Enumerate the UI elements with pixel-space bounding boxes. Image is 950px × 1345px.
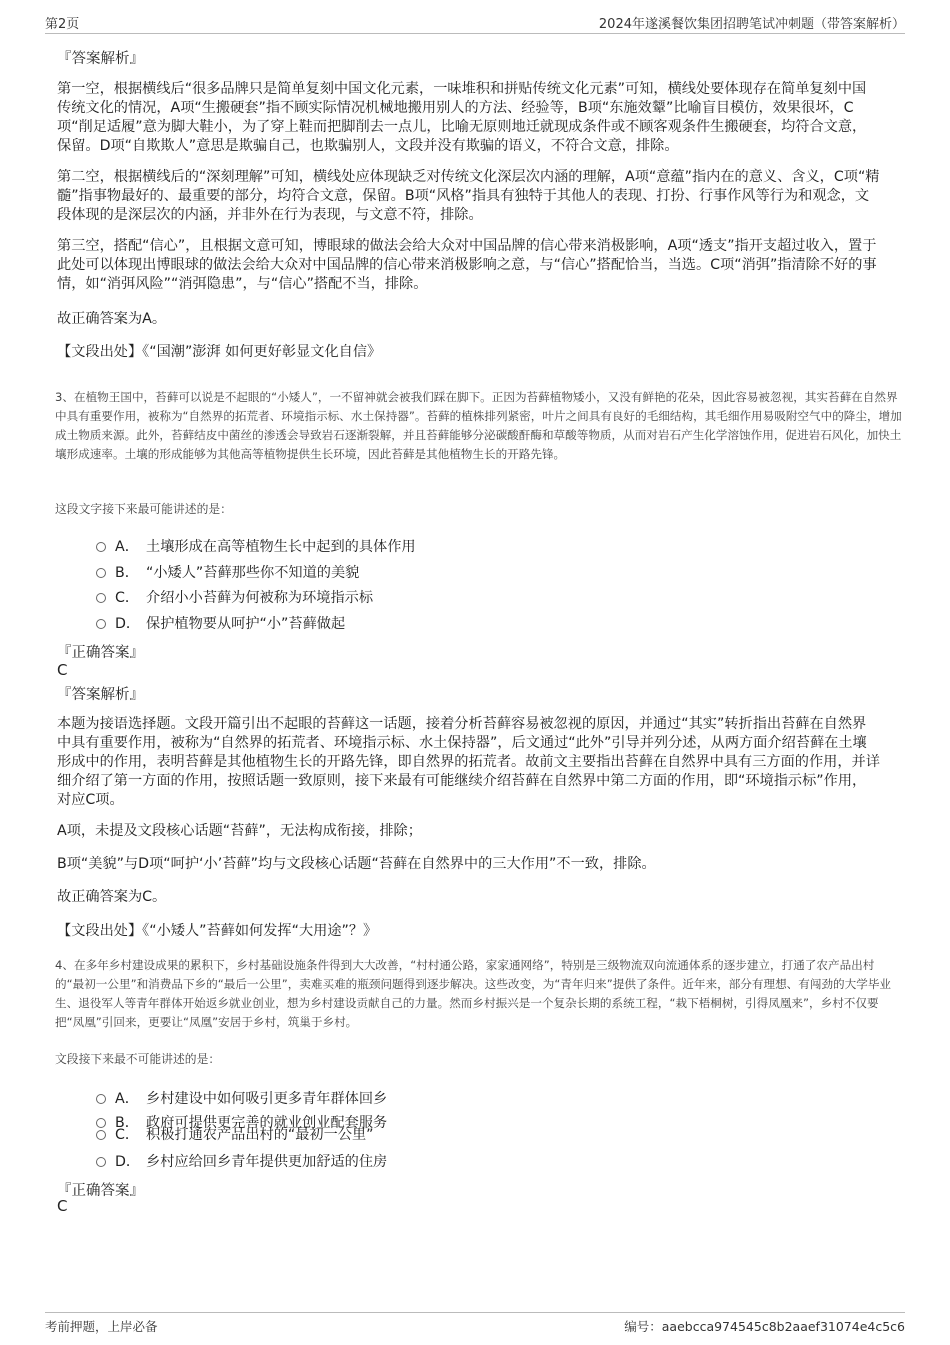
footer-slogan: 考前押题，上岸必备 <box>45 1319 158 1334</box>
option-key: A． <box>115 539 139 555</box>
option-key: C． <box>115 590 140 606</box>
radio-icon[interactable] <box>96 542 106 552</box>
q4-answer: C <box>57 1197 68 1215</box>
q3-prompt: 这段文字接下来最可能讲述的是： <box>55 502 232 516</box>
radio-icon[interactable] <box>96 1130 106 1140</box>
q2-analysis-para2: 第二空，根据横线后的“深刻理解”可知，横线处应体现缺乏对传统文化深层次内涵的理解，A项“意蕴”指内在的意义、含义，C项“精髓”指事物最好的、最重要的部分，均符合文意，保留。B项“风格”指具有独特于其他人的表现、打扮、行事作风等行为和观念，文段体现的是深层次的内涵，并非外在行为表现，与文意不符，排除。 <box>57 169 880 223</box>
option-text: 介绍小小苔藓为何被称为环境指示标 <box>146 590 374 606</box>
option-key: D． <box>115 1154 141 1170</box>
q2-analysis-para3: 第三空，搭配“信心”，且根据文意可知，博眼球的做法会给大众对中国品牌的信心带来消极影响，A项“透支”指开支超过收入，置于此处可以体现出博眼球的做法会给大众对中国品牌的信心带来消极影响之意，与“信心”搭配恰当，当选。C项“消弭”指清除不好的事情，如“消弭风险”“消弭隐患”，与“信心”搭配不当，排除。 <box>57 238 877 292</box>
option-text: 乡村建设中如何吸引更多青年群体回乡 <box>146 1091 388 1107</box>
option-key: A． <box>115 1091 139 1107</box>
q3-question-text: 3、在植物王国中，苔藓可以说是不起眼的“小矮人”，一不留神就会被我们踩在脚下。正因为苔藓植物矮小，又没有鲜艳的花朵，因此容易被忽视，其实苔藓在自然界中具有重要作用，被称为“自然界的拓荒者、环境指示标、水土保持器”。苔藓的植株排列紧密，叶片之间具有良好的毛细结构，其毛细作用易吸附空气中的降尘，增加成土物质来源。此外，苔藓结皮中菌丝的渗透会导致岩石逐渐裂解，并且苔藓能够分泌碳酸酐酶和草酸等物质，从而对岩石产生化学溶蚀作用，促进岩石风化，加快土壤形成速率。土壤的形成能够为其他高等植物提供生长环境，因此苔藓是其他植物生长的开路先锋。 <box>55 390 902 461</box>
radio-icon[interactable] <box>96 1157 106 1167</box>
q4-question-text: 4、在多年乡村建设成果的累积下，乡村基础设施条件得到大大改善，“村村通公路，家家通网络”，特别是三级物流双向流通体系的逐步建立，打通了农产品出村的“最初一公里”和消费品下乡的“最后一公里”，卖难买难的瓶颈问题得到逐步解决。这些改变，为“青年归来”提供了条件。近年来，部分有理想、有闯劲的大学毕业生、退役军人等青年群体开始返乡就业创业，想为乡村建设贡献自己的力量。然而乡村振兴是一个复杂长期的系统工程，“栽下梧桐树，引得凤凰来”，乡村不仅要把“凤凰”引回来，更要让“凤凰”安居于乡村，筑巢于乡村。 <box>55 958 892 1029</box>
option-text: 乡村应给回乡青年提供更加舒适的住房 <box>146 1154 388 1170</box>
q3-source: 【文段出处】《“小矮人”苔藓如何发挥“大用途”？》 <box>57 923 378 939</box>
q3-answer-tag: 『正确答案』 <box>57 645 144 661</box>
radio-icon[interactable] <box>96 568 106 578</box>
q2-conclusion: 故正确答案为A。 <box>57 311 167 327</box>
option-text: 保护植物要从呵护“小”苔藓做起 <box>146 616 346 632</box>
option-text: “小矮人”苔藓那些你不知道的美貌 <box>146 565 360 581</box>
radio-icon[interactable] <box>96 593 106 603</box>
q3-answer: C <box>57 661 68 679</box>
q3-analysis-para1: 本题为接语选择题。文段开篇引出不起眼的苔藓这一话题，接着分析苔藓容易被忽视的原因，并通过“其实”转折指出苔藓在自然界中具有重要作用，被称为“自然界的拓荒者、环境指示标、水土保持器”，后文通过“此外”引导并列分述，从两方面介绍苔藓在土壤形成中的作用，表明苔藓是其他植物生长的开路先锋，即自然界的拓荒者。故前文主要指出苔藓在自然界中具有三方面的作用，并详细介绍了第一方面的作用，按照话题一致原则，接下来最有可能继续介绍苔藓在自然界中第二方面的作用，即“环境指示标”作用，对应C项。 <box>57 716 880 808</box>
radio-icon[interactable] <box>96 1094 106 1104</box>
q4-prompt: 文段接下来最不可能讲述的是： <box>55 1052 221 1066</box>
option-text: 土壤形成在高等植物生长中起到的具体作用 <box>146 539 416 555</box>
q3-conclusion: 故正确答案为C。 <box>57 889 167 905</box>
q3-analysis-para3: B项“美貌”与D项“呵护‘小’苔藓”均与文段核心话题“苔藓在自然界中的三大作用”不一致，排除。 <box>57 856 656 872</box>
option-key: B． <box>115 1115 139 1131</box>
radio-icon[interactable] <box>96 1118 106 1128</box>
page-number: 第2页 <box>45 17 80 32</box>
q4-answer-tag: 『正确答案』 <box>57 1183 144 1199</box>
option-text: 政府可提供更完善的就业创业配套服务 <box>146 1115 388 1131</box>
page-header <box>45 11 905 34</box>
q2-analysis-para1: 第一空，根据横线后“很多品牌只是简单复刻中国文化元素，一味堆积和拼贴传统文化元素”可知，横线处要体现存在简单复刻中国传统文化的情况，A项“生搬硬套”指不顾实际情况机械地搬用别人的方法、经验等，B项“东施效颦”比喻盲目模仿，效果很坏，C项“削足适履”意为脚大鞋小，为了穿上鞋而把脚削去一点儿，比喻无原则地迁就现成条件或不顾客观条件生搬硬套，均符合文意，保留。D项“自欺欺人”意思是欺骗自己，也欺骗别人，文段并没有欺骗的语义，不符合文意，排除。 <box>57 81 867 154</box>
option-key: C． <box>115 1127 140 1143</box>
option-key: D． <box>115 616 141 632</box>
document-code: 编号：aaebcca974545c8b2aaef31074e4c5c6 <box>624 1319 905 1334</box>
option-text: 积极打通农产品出村的“最初一公里” <box>146 1127 374 1143</box>
q3-analysis-para2: A项，未提及文段核心话题“苔藓”，无法构成衔接，排除； <box>57 823 422 839</box>
q3-analysis-tag: 『答案解析』 <box>57 687 144 703</box>
radio-icon[interactable] <box>96 619 106 629</box>
page-footer <box>45 1312 905 1333</box>
q2-analysis-tag: 『答案解析』 <box>57 51 144 67</box>
q2-source: 【文段出处】《“国潮”澎湃 如何更好彰显文化自信》 <box>57 344 382 360</box>
option-key: B． <box>115 565 139 581</box>
document-title: 2024年遂溪餐饮集团招聘笔试冲刺题（带答案解析） <box>598 17 905 32</box>
